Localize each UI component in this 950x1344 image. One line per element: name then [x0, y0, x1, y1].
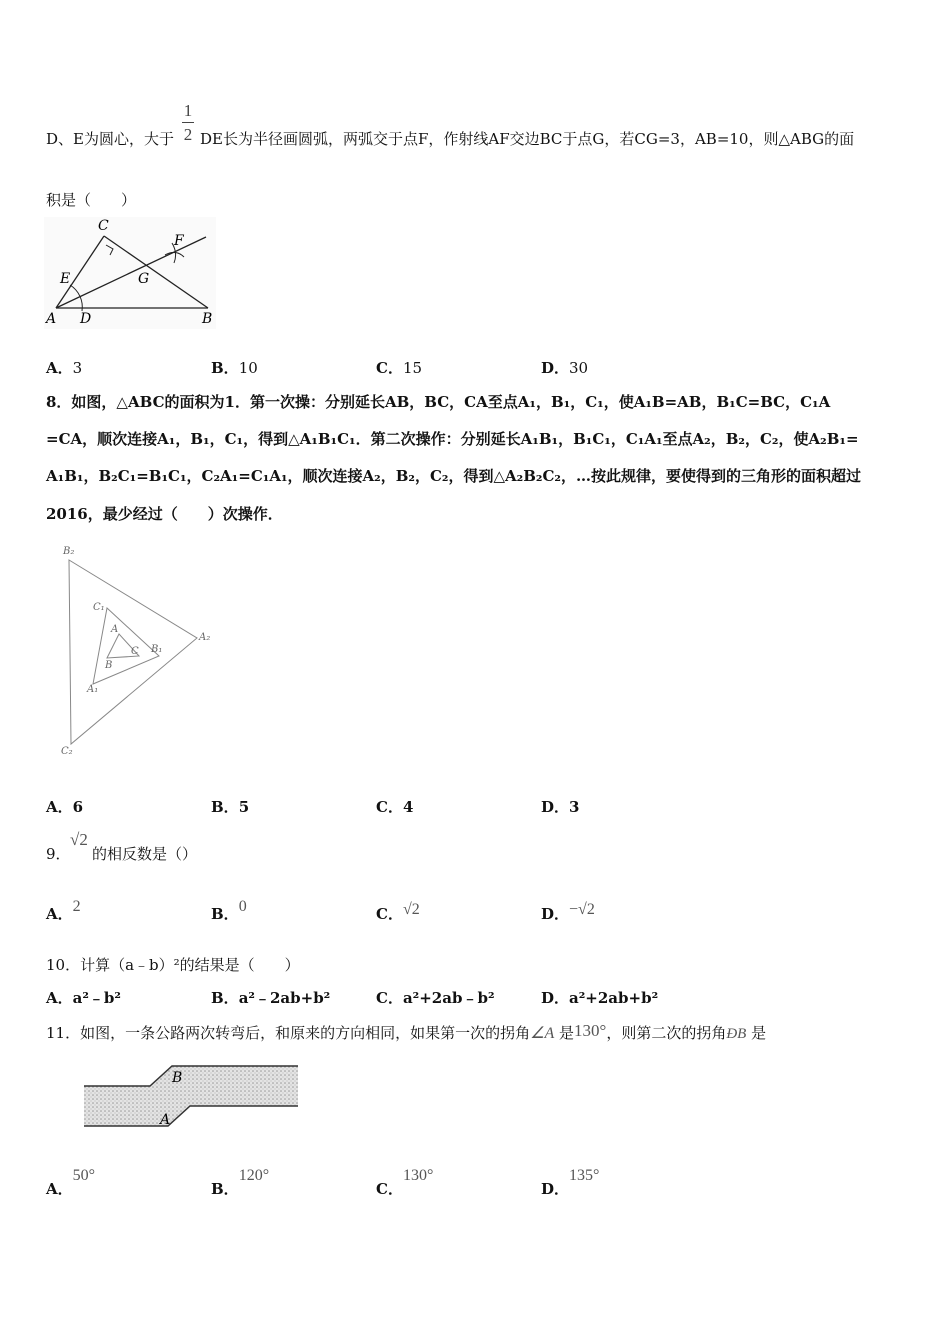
q9-option-a[interactable]: [46, 898, 81, 924]
q8-option-c[interactable]: [376, 796, 413, 817]
label-d: D: [80, 311, 92, 327]
option-letter: A．: [46, 798, 73, 816]
option-text: 30: [569, 359, 589, 377]
label-a2: A₂: [199, 632, 211, 643]
q8-line2: =CA，顺次连接A₁，B₁，C₁，得到△A₁B₁C₁．第二次操作：分别延长A₁B₁，B₁C₁，C₁A₁至点A₂，B₂，C₂，使A₂B₁=: [46, 430, 859, 448]
q9-expr: √2: [70, 830, 88, 849]
q11-road-figure: [80, 1062, 302, 1134]
option-letter: C．: [376, 1180, 403, 1198]
label-c1: C₁: [93, 602, 105, 613]
q7-option-b[interactable]: [211, 357, 258, 378]
triangle-a1b1c1: [93, 608, 159, 684]
q9-option-d[interactable]: [541, 903, 595, 924]
q9-text: 的相反数是（）: [92, 845, 198, 863]
label-a: A: [160, 1112, 171, 1128]
label-c2: C₂: [61, 746, 73, 757]
option-text: 15: [402, 359, 423, 377]
q10-option-a[interactable]: [46, 987, 121, 1008]
option-text: 2: [72, 898, 81, 915]
option-letter: A．: [46, 1180, 73, 1198]
option-text: 4: [402, 798, 414, 816]
q7-line1-post: DE长为半径画圆弧，两弧交于点F，作射线AF交边BC于点G，若CG=3，AB=10，则△ABG的面: [200, 130, 855, 148]
q8-line4: 2016，最少经过（ ）次操作．: [46, 505, 283, 523]
q9-option-b[interactable]: [211, 898, 247, 924]
label-b: B: [202, 311, 213, 327]
option-text: 135°: [569, 1167, 600, 1184]
fraction-bar: [182, 122, 194, 123]
option-text: a²+2ab+b²: [569, 989, 659, 1007]
q7-option-a[interactable]: [46, 357, 82, 378]
q7-triangle-figure: [40, 215, 220, 333]
q8-option-a[interactable]: [46, 796, 83, 817]
option-text: 120°: [238, 1167, 270, 1184]
q11-option-b[interactable]: [211, 1167, 270, 1199]
option-letter: D．: [541, 1180, 570, 1198]
option-letter: C．: [376, 989, 403, 1007]
option-text: 3: [72, 359, 83, 377]
label-b1: B₁: [151, 644, 163, 655]
option-text: √2: [402, 901, 420, 918]
option-text: 50°: [72, 1167, 96, 1184]
q8-option-b[interactable]: [211, 796, 249, 817]
q7-line2: 积是（ ）: [46, 191, 137, 209]
option-letter: C．: [376, 798, 403, 816]
q7-option-d[interactable]: [541, 357, 588, 378]
option-letter: D．: [541, 359, 570, 377]
option-text: −√2: [569, 901, 595, 918]
option-letter: B．: [211, 798, 239, 816]
q8-option-d[interactable]: [541, 796, 579, 817]
q11-angle-b: ÐB: [726, 1026, 747, 1042]
label-a: A: [46, 311, 57, 327]
label-b2: B₂: [63, 546, 75, 557]
q11-angle-a: ∠A: [530, 1025, 555, 1042]
option-letter: A．: [46, 905, 73, 923]
label-b: B: [172, 1070, 183, 1086]
q8-line1: 8．如图，△ABC的面积为1．第一次操：分别延长AB，BC，CA至点A₁，B₁，C₁，使A₁B=AB，B₁C=BC，C₁A: [46, 393, 831, 411]
q11-end: 是: [746, 1024, 767, 1042]
q11-text-pre: 11．如图，一条公路两次转弯后，和原来的方向相同，如果第一次的拐角: [46, 1024, 531, 1042]
option-letter: B．: [211, 905, 239, 923]
option-text: 130°: [402, 1167, 434, 1184]
option-letter: D．: [541, 905, 570, 923]
option-letter: B．: [211, 1180, 239, 1198]
q10-option-c[interactable]: [376, 987, 495, 1008]
option-letter: A．: [46, 989, 73, 1007]
label-b: B: [105, 660, 113, 671]
q7-line1-pre: D、E为圆心，大于: [46, 130, 174, 148]
label-a1: A₁: [87, 684, 99, 695]
q8-nested-triangles-figure: [55, 540, 225, 758]
option-text: 3: [569, 798, 580, 816]
q11-option-c[interactable]: [376, 1167, 434, 1199]
q10-option-d[interactable]: [541, 987, 658, 1008]
option-letter: B．: [211, 359, 239, 377]
option-text: 0: [238, 898, 247, 915]
q11-value: 130°: [574, 1021, 607, 1040]
option-text: a²﹣b²: [72, 989, 121, 1007]
label-e: E: [60, 271, 71, 287]
q7-option-c[interactable]: [376, 357, 422, 378]
option-letter: B．: [211, 989, 239, 1007]
q11-option-d[interactable]: [541, 1167, 600, 1199]
option-text: 5: [238, 798, 250, 816]
option-letter: D．: [541, 798, 570, 816]
option-letter: D．: [541, 989, 570, 1007]
q10-option-b[interactable]: [211, 987, 330, 1008]
q11-option-a[interactable]: [46, 1167, 96, 1199]
option-text: 10: [238, 359, 258, 377]
option-text: a²+2ab﹣b²: [402, 989, 495, 1007]
q9-option-c[interactable]: [376, 903, 420, 924]
option-text: 6: [72, 798, 84, 816]
fraction-denominator: 2: [183, 125, 193, 144]
road-surface: [84, 1066, 298, 1126]
option-letter: C．: [376, 905, 403, 923]
q7-fraction: [182, 102, 194, 143]
q11-text-post: ，则第二次的拐角: [606, 1024, 727, 1042]
q11-question: [46, 1022, 766, 1043]
option-text: a²﹣2ab+b²: [238, 989, 331, 1007]
fraction-numerator: 1: [183, 101, 193, 120]
q9-number: 9．: [46, 845, 71, 863]
q8-line3: A₁B₁，B₂C₁=B₁C₁，C₂A₁=C₁A₁，顺次连接A₂，B₂，C₂，得到△A₂B₂C₂，…按此规律，要使得到的三角形的面积超过: [46, 467, 862, 485]
option-letter: A．: [46, 359, 73, 377]
q10-text: 10．计算（a﹣b）²的结果是（ ）: [46, 956, 300, 974]
label-c: C: [98, 218, 109, 234]
q11-mid: 是: [554, 1024, 574, 1042]
label-a: A: [111, 624, 119, 635]
option-letter: C．: [376, 359, 403, 377]
label-g: G: [138, 271, 150, 287]
label-c: C: [131, 646, 139, 657]
label-f: F: [174, 233, 184, 249]
